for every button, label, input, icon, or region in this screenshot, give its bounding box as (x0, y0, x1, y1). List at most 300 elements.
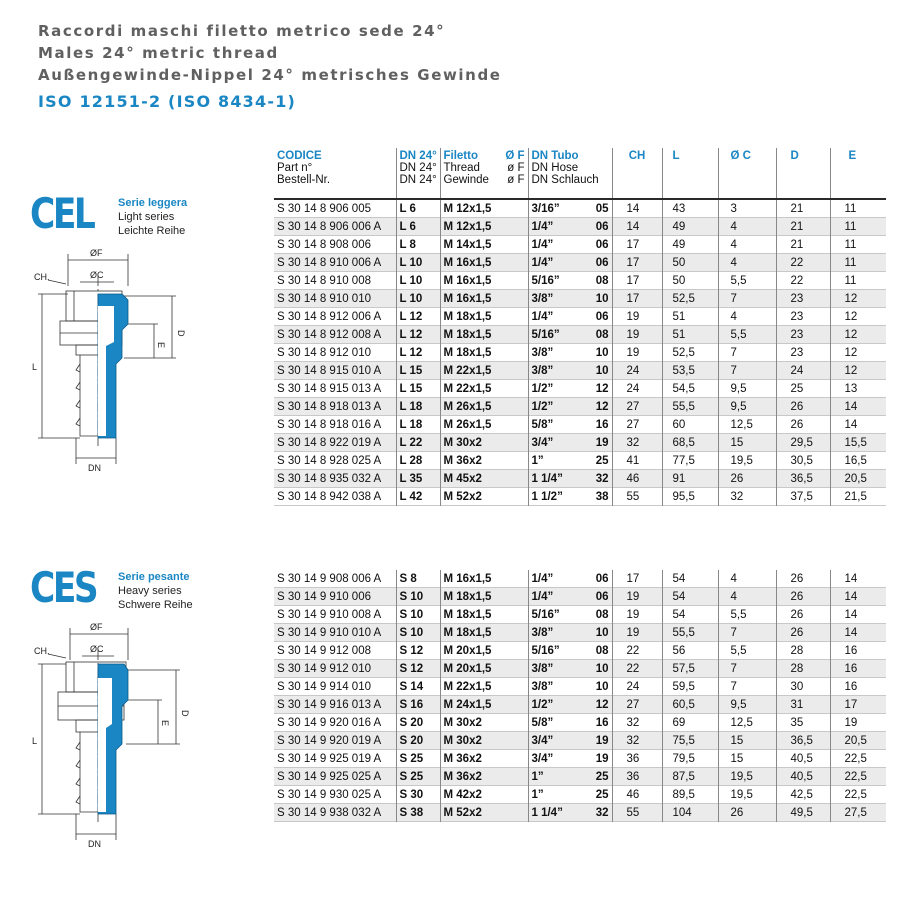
cell-e: 22,5 (844, 752, 867, 765)
cell-dn-tubo (528, 434, 612, 452)
cell-l: 51 (662, 308, 718, 326)
cell-dn-tubo (528, 750, 612, 768)
cel-table (274, 148, 886, 506)
cell-hose-dn: 06 (595, 220, 609, 233)
cell-hose-inch: 3/16” (531, 202, 560, 215)
cell-hose-inch: 3/8” (531, 680, 554, 693)
cell-thread: M 30x2 (440, 714, 528, 732)
table-row (274, 470, 886, 488)
cell-oc: 15 (718, 732, 776, 750)
cell-thread: M 16x1,5 (440, 254, 528, 272)
cell-l: 49 (662, 218, 718, 236)
col-filetto-de: Gewinde (443, 174, 489, 186)
cell-thread: M 18x1,5 (440, 606, 528, 624)
col-codice-it: CODICE (277, 150, 322, 162)
cell-ch: 46 (612, 786, 662, 804)
cell-thread: M 24x1,5 (440, 696, 528, 714)
cell-hose-inch: 3/4” (531, 436, 554, 449)
cell-dn-tubo (528, 326, 612, 344)
cell-d: 23 (776, 290, 830, 308)
cell-code: S 30 14 8 910 008 (274, 272, 396, 290)
table-row (274, 768, 886, 786)
cell-dn-tubo (528, 606, 612, 624)
cell-code: S 30 14 8 915 013 A (274, 380, 396, 398)
cell-d: 26 (776, 570, 830, 588)
cell-oc: 32 (718, 488, 776, 506)
cell-oc: 15 (718, 434, 776, 452)
cell-d: 36,5 (776, 470, 830, 488)
cell-e: 14 (844, 418, 858, 431)
table-row (274, 606, 886, 624)
cell-oc: 5,5 (718, 642, 776, 660)
table-row (274, 199, 886, 218)
cell-thread: M 20x1,5 (440, 642, 528, 660)
cell-dn24: L 18 (396, 398, 440, 416)
cel-dim-dn-label: DN (88, 463, 101, 473)
cell-dn-tubo (528, 416, 612, 434)
cell-thread: M 52x2 (440, 804, 528, 822)
cell-e: 12 (844, 364, 858, 377)
cell-thread: M 12x1,5 (440, 199, 528, 218)
table-row (274, 308, 886, 326)
table-row (274, 416, 886, 434)
table-row (274, 678, 886, 696)
cell-hose-inch: 1/2” (531, 400, 554, 413)
cell-dn24: L 12 (396, 308, 440, 326)
cell-hose-dn: 38 (595, 490, 609, 503)
cell-d: 28 (776, 642, 830, 660)
cell-oc: 3 (718, 199, 776, 218)
cell-thread: M 18x1,5 (440, 308, 528, 326)
cel-dim-ch-label: CH. (34, 272, 50, 282)
cell-ch: 55 (612, 488, 662, 506)
cell-oc: 7 (718, 660, 776, 678)
cell-l: 53,5 (662, 362, 718, 380)
cell-thread: M 30x2 (440, 434, 528, 452)
cell-hose-dn: 06 (595, 310, 609, 323)
cell-e: 13 (844, 382, 858, 395)
cell-thread: M 12x1,5 (440, 218, 528, 236)
cell-dn-tubo (528, 380, 612, 398)
cell-dn-tubo (528, 308, 612, 326)
col-filetto (440, 148, 528, 199)
ces-series-en: Heavy series (118, 585, 182, 597)
cell-e: 14 (844, 590, 858, 603)
col-oc: Ø C (718, 148, 776, 199)
cell-hose-inch: 1/4” (531, 238, 554, 251)
cell-l: 52,5 (662, 290, 718, 308)
cell-hose-inch: 1/4” (531, 572, 554, 585)
table-row (274, 218, 886, 236)
cell-ch: 17 (612, 290, 662, 308)
cell-code: S 30 14 9 920 019 A (274, 732, 396, 750)
cell-dn24: L 8 (396, 236, 440, 254)
cell-e: 11 (844, 220, 857, 233)
iso-standard: ISO 12151-2 (ISO 8434-1) (38, 92, 297, 111)
cell-oc: 4 (718, 254, 776, 272)
cell-e: 16 (844, 644, 858, 657)
table-row (274, 290, 886, 308)
cell-dn-tubo (528, 398, 612, 416)
cell-code: S 30 14 8 906 005 (274, 199, 396, 218)
cell-l: 59,5 (662, 678, 718, 696)
cell-ch: 32 (612, 434, 662, 452)
cell-ch: 24 (612, 380, 662, 398)
cell-l: 89,5 (662, 786, 718, 804)
table-row (274, 624, 886, 642)
cell-l: 79,5 (662, 750, 718, 768)
cell-e: 12 (844, 292, 858, 305)
cell-l: 55,5 (662, 624, 718, 642)
cell-d: 31 (776, 696, 830, 714)
cell-l: 54,5 (662, 380, 718, 398)
cell-oc: 19,5 (718, 452, 776, 470)
cell-code: S 30 14 8 915 010 A (274, 362, 396, 380)
cell-thread: M 52x2 (440, 488, 528, 506)
col-of-en: ø F (507, 162, 525, 174)
cell-hose-dn: 10 (595, 680, 609, 693)
cell-d: 21 (776, 218, 830, 236)
cell-dn-tubo (528, 804, 612, 822)
cell-d: 23 (776, 326, 830, 344)
cell-e: 20,5 (844, 734, 867, 747)
cell-dn-tubo (528, 452, 612, 470)
cell-thread: M 36x2 (440, 452, 528, 470)
cell-oc: 4 (718, 570, 776, 588)
table-row (274, 326, 886, 344)
cell-code: S 30 14 9 910 006 (274, 588, 396, 606)
ces-fitting-drawing (18, 620, 198, 850)
cell-e: 14 (844, 572, 858, 585)
cel-dim-l-label: L (32, 362, 38, 372)
cell-dn-tubo (528, 714, 612, 732)
cell-e: 12 (844, 310, 858, 323)
cell-dn-tubo (528, 786, 612, 804)
table-row (274, 696, 886, 714)
cell-dn-tubo (528, 768, 612, 786)
cell-thread: M 16x1,5 (440, 290, 528, 308)
cell-dn24: S 20 (396, 714, 440, 732)
cell-dn-tubo (528, 344, 612, 362)
cell-hose-inch: 3/4” (531, 752, 554, 765)
cell-code: S 30 14 8 935 032 A (274, 470, 396, 488)
cell-oc: 7 (718, 362, 776, 380)
cell-e: 11 (844, 274, 857, 287)
ces-table (274, 570, 886, 822)
cell-d: 35 (776, 714, 830, 732)
table-row (274, 570, 886, 588)
cell-oc: 9,5 (718, 380, 776, 398)
ces-series-it: Serie pesante (118, 571, 190, 583)
cell-hose-dn: 25 (595, 454, 609, 467)
cel-series-de: Leichte Reihe (118, 225, 186, 237)
cell-dn-tubo (528, 272, 612, 290)
cell-l: 52,5 (662, 344, 718, 362)
cell-ch: 19 (612, 308, 662, 326)
cell-thread: M 22x1,5 (440, 362, 528, 380)
cell-dn24: S 30 (396, 786, 440, 804)
cell-l: 51 (662, 326, 718, 344)
ces-series (118, 570, 193, 612)
cell-code: S 30 14 9 925 019 A (274, 750, 396, 768)
cell-hose-inch: 5/16” (531, 328, 560, 341)
cell-thread: M 36x2 (440, 750, 528, 768)
cell-oc: 7 (718, 678, 776, 696)
cell-d: 26 (776, 398, 830, 416)
cell-hose-inch: 1 1/2” (531, 490, 563, 503)
cell-oc: 12,5 (718, 416, 776, 434)
cell-oc: 7 (718, 624, 776, 642)
col-filetto-it: Filetto (443, 150, 478, 162)
cell-dn-tubo (528, 588, 612, 606)
cell-hose-dn: 10 (595, 626, 609, 639)
cell-e: 11 (844, 238, 857, 251)
cell-oc: 15 (718, 750, 776, 768)
cell-code: S 30 14 9 930 025 A (274, 786, 396, 804)
cell-hose-dn: 25 (595, 770, 609, 783)
ces-dim-d-label: D (180, 710, 190, 717)
cell-hose-dn: 32 (595, 472, 609, 485)
cell-hose-inch: 3/4” (531, 734, 554, 747)
cell-dn24: S 38 (396, 804, 440, 822)
cell-hose-dn: 06 (595, 590, 609, 603)
cell-hose-inch: 3/8” (531, 346, 554, 359)
cell-l: 104 (662, 804, 718, 822)
cell-ch: 32 (612, 732, 662, 750)
cell-oc: 9,5 (718, 696, 776, 714)
cell-l: 77,5 (662, 452, 718, 470)
cell-code: S 30 14 8 906 006 A (274, 218, 396, 236)
cell-thread: M 22x1,5 (440, 678, 528, 696)
cell-hose-inch: 5/16” (531, 608, 560, 621)
cell-l: 55,5 (662, 398, 718, 416)
cell-oc: 4 (718, 218, 776, 236)
cell-d: 30 (776, 678, 830, 696)
cell-hose-dn: 08 (595, 644, 609, 657)
cell-dn-tubo (528, 218, 612, 236)
cell-code: S 30 14 9 916 013 A (274, 696, 396, 714)
cell-thread: M 42x2 (440, 786, 528, 804)
cell-dn24: L 12 (396, 326, 440, 344)
cell-ch: 27 (612, 416, 662, 434)
cell-e: 27,5 (844, 806, 867, 819)
cell-code: S 30 14 8 922 019 A (274, 434, 396, 452)
table-row (274, 362, 886, 380)
cell-dn-tubo (528, 236, 612, 254)
table-row (274, 660, 886, 678)
cell-hose-inch: 3/8” (531, 626, 554, 639)
cell-hose-dn: 08 (595, 608, 609, 621)
cell-code: S 30 14 8 912 006 A (274, 308, 396, 326)
cell-l: 91 (662, 470, 718, 488)
cell-l: 60 (662, 416, 718, 434)
cell-ch: 36 (612, 768, 662, 786)
ces-dim-oc-label: ØC (90, 644, 104, 654)
cell-code: S 30 14 8 918 016 A (274, 416, 396, 434)
cell-code: S 30 14 8 912 010 (274, 344, 396, 362)
cell-thread: M 18x1,5 (440, 326, 528, 344)
cell-oc: 9,5 (718, 398, 776, 416)
table-row (274, 642, 886, 660)
ces-dim-e-label: E (160, 720, 170, 727)
cell-d: 28 (776, 660, 830, 678)
cell-e: 12 (844, 328, 858, 341)
cell-hose-dn: 12 (595, 400, 609, 413)
cel-fitting-drawing (18, 246, 198, 476)
cell-dn24: L 6 (396, 218, 440, 236)
cell-oc: 4 (718, 588, 776, 606)
cell-thread: M 16x1,5 (440, 570, 528, 588)
ces-dim-l-label: L (32, 736, 38, 746)
cell-hose-dn: 19 (595, 436, 609, 449)
cell-d: 30,5 (776, 452, 830, 470)
cell-hose-inch: 1” (531, 454, 544, 467)
cell-hose-dn: 10 (595, 292, 609, 305)
cell-ch: 32 (612, 714, 662, 732)
page-titles (38, 20, 502, 111)
cell-e: 14 (844, 608, 858, 621)
cell-hose-inch: 1/4” (531, 310, 554, 323)
cell-dn24: L 10 (396, 290, 440, 308)
cell-dn24: S 14 (396, 678, 440, 696)
cell-hose-dn: 10 (595, 662, 609, 675)
cel-dim-e-label: E (156, 342, 166, 349)
cell-oc: 7 (718, 290, 776, 308)
ces-series-de: Schwere Reihe (118, 599, 193, 611)
cel-code: CEL (30, 189, 94, 238)
table-row (274, 588, 886, 606)
cel-dim-d-label: D (176, 330, 186, 337)
cell-dn-tubo (528, 470, 612, 488)
cell-hose-dn: 10 (595, 364, 609, 377)
cell-hose-dn: 05 (595, 202, 609, 215)
cell-hose-dn: 25 (595, 788, 609, 801)
ces-dim-ch-label: CH. (34, 646, 50, 656)
cell-ch: 36 (612, 750, 662, 768)
cell-d: 21 (776, 236, 830, 254)
cell-l: 57,5 (662, 660, 718, 678)
cell-hose-inch: 1/4” (531, 256, 554, 269)
cell-d: 42,5 (776, 786, 830, 804)
cell-l: 43 (662, 199, 718, 218)
cell-d: 29,5 (776, 434, 830, 452)
cell-dn24: L 35 (396, 470, 440, 488)
cell-oc: 5,5 (718, 272, 776, 290)
cell-hose-dn: 06 (595, 256, 609, 269)
cell-oc: 26 (718, 804, 776, 822)
cell-l: 60,5 (662, 696, 718, 714)
cell-dn24: S 10 (396, 588, 440, 606)
col-dn24-it: DN 24° (399, 150, 437, 162)
col-of-de: ø F (507, 174, 525, 186)
cell-thread: M 22x1,5 (440, 380, 528, 398)
col-dntubo (528, 148, 612, 199)
cell-oc: 12,5 (718, 714, 776, 732)
cell-d: 26 (776, 588, 830, 606)
col-codice-de: Bestell-Nr. (277, 174, 331, 186)
cell-hose-inch: 1” (531, 770, 544, 783)
cell-l: 69 (662, 714, 718, 732)
col-dntubo-it: DN Tubo (531, 150, 579, 162)
cell-thread: M 16x1,5 (440, 272, 528, 290)
cell-ch: 24 (612, 362, 662, 380)
cell-e: 11 (844, 202, 857, 215)
ces-table-body (274, 570, 886, 822)
table-row (274, 786, 886, 804)
cell-d: 22 (776, 254, 830, 272)
cell-oc: 4 (718, 308, 776, 326)
ces-dim-dn-label: DN (88, 839, 101, 849)
cell-d: 25 (776, 380, 830, 398)
cell-d: 24 (776, 362, 830, 380)
cell-d: 26 (776, 416, 830, 434)
cell-ch: 46 (612, 470, 662, 488)
cell-oc: 7 (718, 344, 776, 362)
cell-code: S 30 14 9 914 010 (274, 678, 396, 696)
cell-dn24: S 25 (396, 750, 440, 768)
col-d: D (776, 148, 830, 199)
cell-code: S 30 14 8 910 010 (274, 290, 396, 308)
cell-d: 49,5 (776, 804, 830, 822)
cell-l: 56 (662, 642, 718, 660)
cell-ch: 19 (612, 588, 662, 606)
cell-dn24: L 15 (396, 362, 440, 380)
col-dntubo-de: DN Schlauch (531, 174, 599, 186)
cell-code: S 30 14 9 910 008 A (274, 606, 396, 624)
cel-series-en: Light series (118, 211, 175, 223)
cell-dn24: L 10 (396, 272, 440, 290)
cell-dn-tubo (528, 254, 612, 272)
cell-oc: 5,5 (718, 606, 776, 624)
cell-d: 40,5 (776, 750, 830, 768)
cell-dn-tubo (528, 570, 612, 588)
cell-ch: 19 (612, 344, 662, 362)
cell-oc: 19,5 (718, 768, 776, 786)
cell-ch: 41 (612, 452, 662, 470)
cell-d: 22 (776, 272, 830, 290)
cell-hose-dn: 19 (595, 752, 609, 765)
cell-ch: 14 (612, 199, 662, 218)
cell-thread: M 26x1,5 (440, 416, 528, 434)
cell-l: 50 (662, 254, 718, 272)
cell-code: S 30 14 8 918 013 A (274, 398, 396, 416)
cell-code: S 30 14 9 910 010 A (274, 624, 396, 642)
table-row (274, 344, 886, 362)
cell-e: 15,5 (844, 436, 867, 449)
cell-e: 17 (844, 698, 858, 711)
cell-dn24: S 12 (396, 642, 440, 660)
cell-ch: 19 (612, 624, 662, 642)
cell-l: 54 (662, 570, 718, 588)
cell-code: S 30 14 9 912 008 (274, 642, 396, 660)
cell-e: 12 (844, 346, 858, 359)
cell-e: 20,5 (844, 472, 867, 485)
cell-d: 36,5 (776, 732, 830, 750)
cell-d: 26 (776, 624, 830, 642)
col-l: L (662, 148, 718, 199)
cell-dn-tubo (528, 290, 612, 308)
cell-ch: 17 (612, 254, 662, 272)
cell-dn24: L 28 (396, 452, 440, 470)
cell-hose-dn: 08 (595, 328, 609, 341)
cell-ch: 19 (612, 606, 662, 624)
cell-hose-inch: 3/8” (531, 292, 554, 305)
cell-thread: M 14x1,5 (440, 236, 528, 254)
ces-dim-of-label: ØF (90, 622, 103, 632)
cell-ch: 27 (612, 398, 662, 416)
cell-oc: 19,5 (718, 786, 776, 804)
cell-ch: 19 (612, 326, 662, 344)
